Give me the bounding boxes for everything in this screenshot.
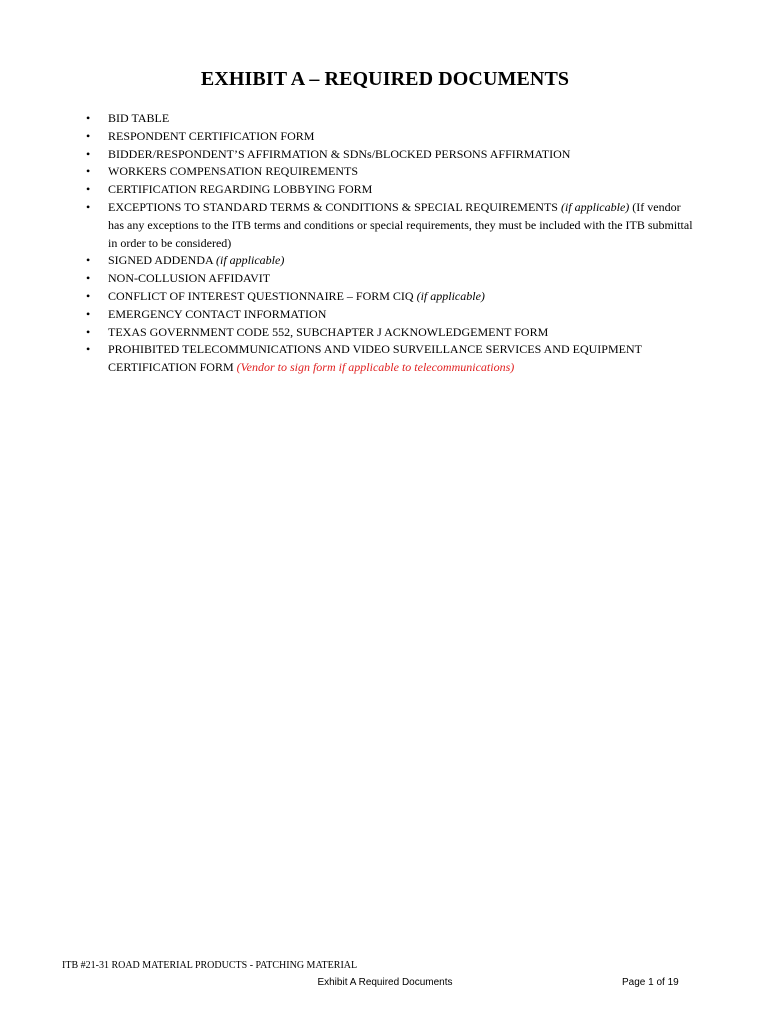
list-item (86, 270, 696, 288)
required-documents-list (86, 110, 696, 377)
applicability-note: (if applicable) (560, 199, 630, 214)
item-label: WORKERS COMPENSATION REQUIREMENTS (108, 164, 359, 179)
item-label: CONFLICT OF INTEREST QUESTIONNAIRE – FORM CIQ (108, 288, 417, 303)
item-label: EMERGENCY CONTACT INFORMATION (108, 306, 327, 321)
list-item (86, 324, 696, 342)
item-label: EXCEPTIONS TO STANDARD TERMS & CONDITIONS & SPECIAL REQUIREMENTS (108, 199, 561, 214)
item-label: PROHIBITED TELECOMMUNICATIONS AND VIDEO SURVEILLANCE SERVICES AND EQUIPMENT CERTIFICATION FORM (108, 342, 642, 375)
item-label: RESPONDENT CERTIFICATION FORM (108, 128, 315, 143)
list-item (86, 341, 696, 377)
telecom-note: (Vendor to sign form if applicable to telecommunications) (236, 360, 515, 375)
item-label: NON-COLLUSION AFFIDAVIT (108, 271, 271, 286)
applicability-note: (if applicable) (216, 253, 285, 268)
bullet-icon: • (86, 111, 91, 125)
list-item (86, 110, 696, 128)
list-item (86, 163, 696, 181)
list-item (86, 306, 696, 324)
bullet-icon: • (86, 324, 91, 339)
item-label: SIGNED ADDENDA (108, 253, 216, 268)
bullet-icon: • (86, 164, 91, 179)
footer-page-number: Page 1 of 19 (622, 977, 679, 988)
item-label: BID TABLE (108, 111, 170, 125)
item-label: BIDDER/RESPONDENT’S AFFIRMATION & SDNs/BLOCKED PERSONS AFFIRMATION (108, 146, 571, 161)
bullet-icon: • (86, 253, 91, 268)
bullet-icon: • (86, 288, 91, 303)
list-item (86, 181, 696, 199)
footer-itb-line: ITB #21-31 ROAD MATERIAL PRODUCTS - PATCHING MATERIAL (62, 960, 358, 971)
item-label: TEXAS GOVERNMENT CODE 552, SUBCHAPTER J ACKNOWLEDGEMENT FORM (108, 324, 549, 339)
item-detail: (If vendor has any exceptions to the ITB terms and conditions or special requirements, they must be included with the ITB submittal in order to be considered) (108, 199, 693, 250)
item-label: CERTIFICATION REGARDING LOBBYING FORM (108, 182, 373, 197)
applicability-note: (if applicable) (416, 288, 485, 303)
bullet-icon: • (86, 146, 91, 161)
bullet-icon: • (86, 128, 91, 143)
bullet-icon: • (86, 182, 91, 197)
footer-document-name: Exhibit A Required Documents (317, 977, 453, 988)
list-item (86, 146, 696, 164)
bullet-icon: • (86, 271, 91, 286)
list-item (86, 128, 696, 146)
list-item (86, 199, 696, 252)
page-title: EXHIBIT A – REQUIRED DOCUMENTS (200, 68, 570, 90)
list-item (86, 252, 696, 270)
list-item (86, 288, 696, 306)
bullet-icon: • (86, 342, 91, 357)
bullet-icon: • (86, 306, 91, 321)
bullet-icon: • (86, 199, 91, 214)
